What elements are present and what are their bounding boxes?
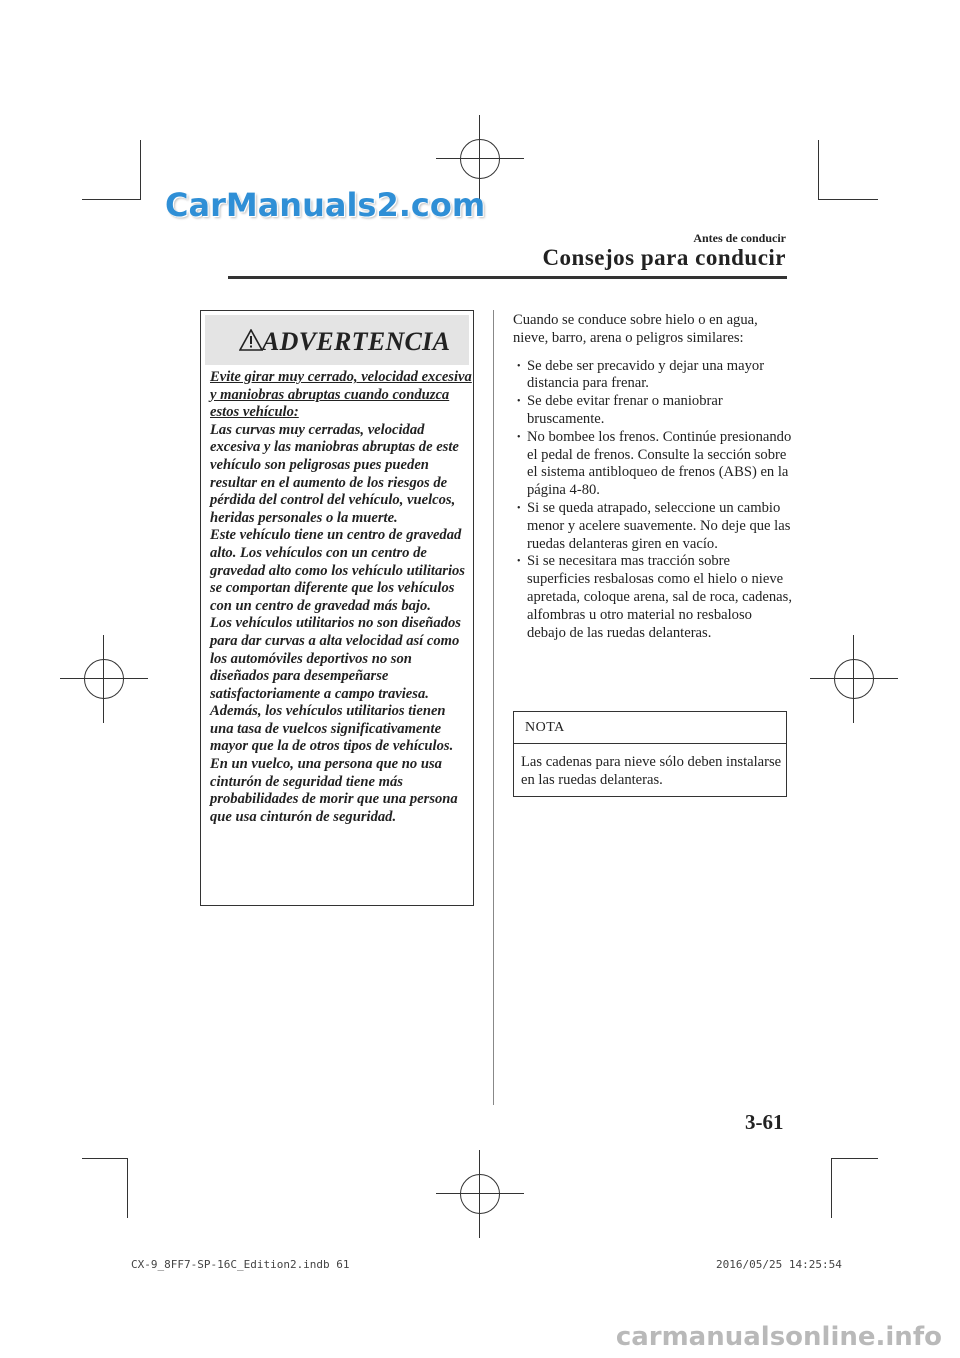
list-item: • Si se necesitara mas tracción sobre superficies resbalosas como el hielo o nieve apretada, coloque arena, sal de roca, cadenas, alfombras u otro material no resbaloso debajo de las ruedas delanteras. — [513, 553, 793, 642]
registration-mark-left — [60, 635, 148, 723]
list-item: • Se debe evitar frenar o maniobrar bruscamente. — [513, 393, 793, 429]
warning-paragraph: Además, los vehículos utilitarios tienen una tasa de vuelcos significativamente mayor que la de otros tipos de vehículos. — [210, 703, 454, 755]
warning-header — [205, 315, 469, 365]
page-number: 3-61 — [745, 1110, 784, 1134]
warning-paragraph: Los vehículos utilitarios no son diseñados para dar curvas a alta velocidad así como los automóviles deportivos no son diseñados para desempeñarse satisfactoriamente a campo traviesa. — [210, 615, 461, 702]
footer-timestamp: 2016/05/25 14:25:54 — [716, 1258, 842, 1271]
tips-list — [513, 358, 793, 643]
note-divider — [514, 743, 786, 744]
note-box — [513, 711, 787, 797]
warning-paragraph: En un vuelco, una persona que no usa cinturón de seguridad tiene más probabilidades de morir que una persona que usa cinturón de seguridad. — [210, 756, 458, 825]
crop-mark — [127, 1158, 128, 1218]
list-item: • Se debe ser precavido y dejar una mayor distancia para frenar. — [513, 358, 793, 394]
site-watermark[interactable]: carmanualsonline.info — [615, 1322, 942, 1352]
note-title: NOTA — [525, 720, 565, 735]
warning-paragraph: Este vehículo tiene un centro de gravedad alto. Los vehículos con un centro de gravedad alto como los vehículo utilitarios se comportan diferente que los vehículos con un centro de gravedad más bajo. — [210, 527, 465, 614]
watermark-logo[interactable]: CarManuals2.com — [165, 186, 486, 224]
page-title: Consejos para conducir — [542, 245, 786, 270]
crop-mark — [818, 140, 819, 200]
list-item: • Si se queda atrapado, seleccione un cambio menor y acelere suavemente. No deje que las ruedas delanteras giren en vacío. — [513, 500, 793, 553]
crop-mark — [831, 1158, 832, 1218]
warning-lead: Evite girar muy cerrado, velocidad excesiva y maniobras abruptas cuando conduzca estos vehículo: — [210, 369, 472, 421]
crop-mark — [818, 199, 878, 200]
warning-title: ADVERTENCIA — [262, 327, 451, 356]
column-divider — [493, 310, 494, 1105]
warning-box — [200, 310, 474, 906]
registration-mark-right — [810, 635, 898, 723]
crop-mark — [140, 140, 141, 200]
warning-triangle-icon — [239, 329, 263, 351]
intro-paragraph: Cuando se conduce sobre hielo o en agua, nieve, barro, arena o peligros similares: — [513, 312, 758, 346]
warning-paragraph: Las curvas muy cerradas, velocidad excesiva y las maniobras abruptas de este vehículo son peligrosas pues pueden resultar en el aumento de los riesgos de pérdida del control del vehículo, vuelcos, heridas personales o la muerte. — [210, 421, 459, 526]
section-label: Antes de conducir — [693, 231, 786, 245]
note-text: Las cadenas para nieve sólo deben instalarse en las ruedas delanteras. — [521, 754, 782, 788]
main-content — [513, 312, 793, 642]
crop-mark — [831, 1158, 878, 1159]
header-rule — [228, 276, 787, 279]
registration-mark-bottom — [436, 1150, 524, 1238]
crop-mark — [82, 199, 141, 200]
footer-file-info: CX-9_8FF7-SP-16C_Edition2.indb 61 — [131, 1258, 350, 1271]
crop-mark — [82, 1158, 127, 1159]
warning-body — [210, 369, 472, 826]
list-item: • No bombee los frenos. Continúe presionando el pedal de frenos. Consulte la sección sobre el sistema antibloqueo de frenos (ABS) en la página 4-80. — [513, 429, 793, 500]
